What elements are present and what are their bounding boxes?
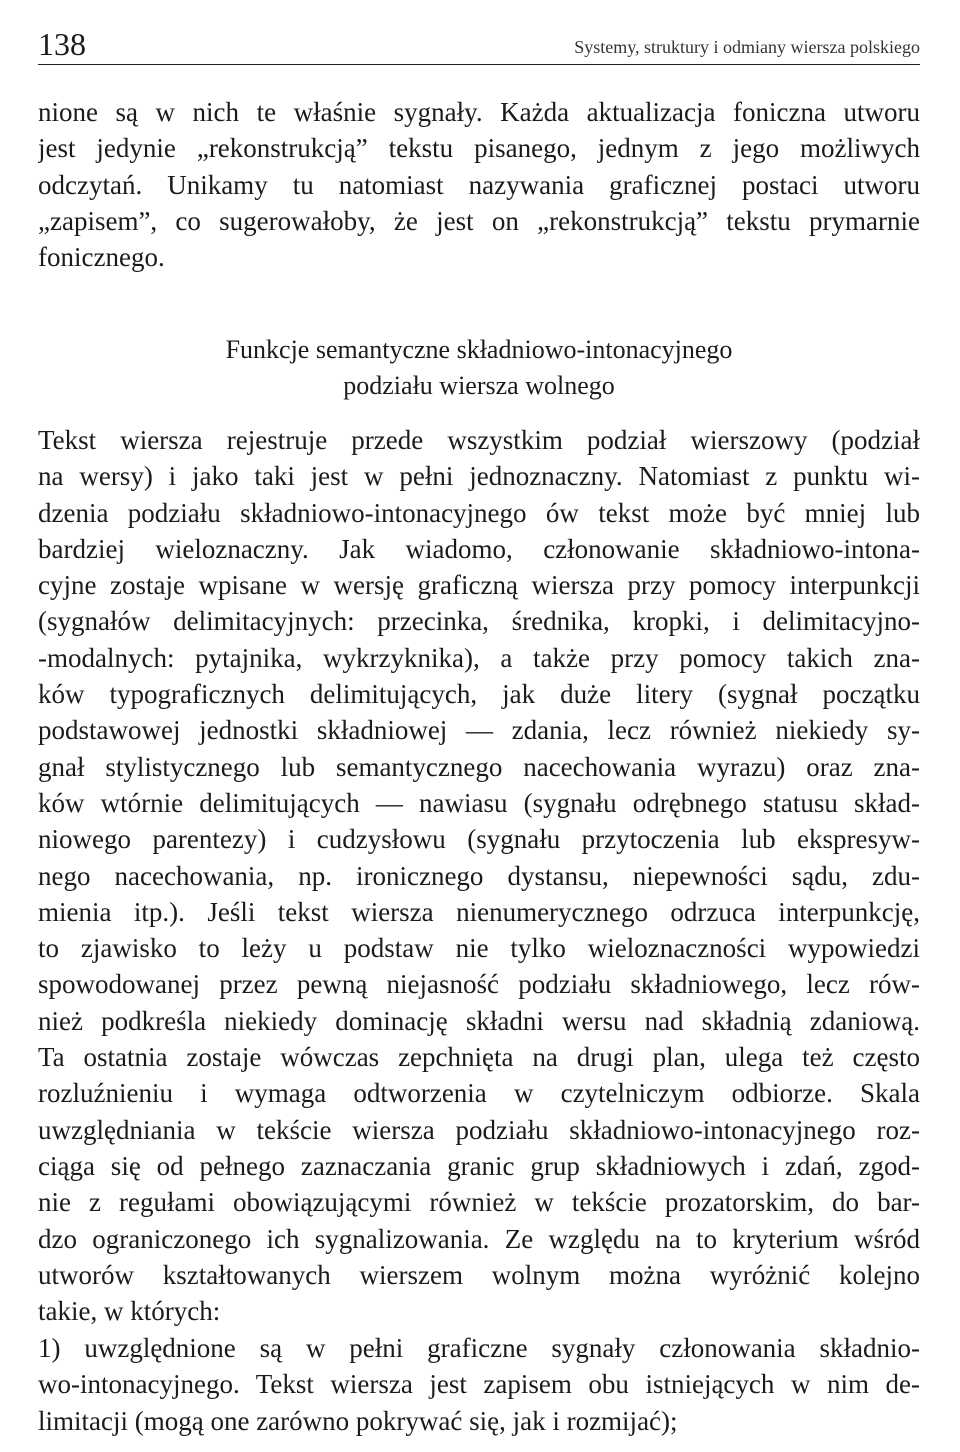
text-line: -modalnych: pytajnika, wykrzyknika), a także przy pomocy takich zna- [38,642,920,673]
text-line: ków typograficznych delimitujących, jak duże litery (sygnał początku [38,679,920,710]
text-line: nież podkreśla niekiedy dominację składni wersu nad składnią zdaniową. [38,1005,920,1036]
text-line: uwzględniania w tekście wiersza podziału składniowo-intonacyjnego roz- [38,1114,920,1145]
text-line: (sygnałów delimitacyjnych: przecinka, średnika, kropki, i delimitacyjno- [38,606,920,637]
text-line: ciąga się od pełnego zaznaczania granic grup składniowych i zdań, zgod- [38,1150,920,1181]
text-line: nione są w nich te właśnie sygnały. Każda aktualizacja foniczna utworu [38,97,920,127]
text-line: Ta ostatnia zostaje wówczas zepchnięta na drugi plan, ulega też często [38,1042,920,1073]
running-title: Systemy, struktury i odmiany wiersza polskiego [574,37,920,57]
text-line: utworów kształtowanych wierszem wolnym można wyróżnić kolejno [38,1259,920,1290]
text-line: takie, w których: [38,1296,221,1327]
text-line: 1) uwzględnione są w pełni graficzne sygnały członowania składnio- [38,1333,920,1363]
text-line: rozluźnieniu i wymaga odtworzenia w czytelniczym odbiorze. Skala [38,1078,920,1109]
text-line: wo-intonacyjnego. Tekst wiersza jest zapisem obu istniejących w nim de- [38,1369,920,1400]
text-line: niowego parentezy) i cudzysłowu (sygnału przytoczenia lub ekspresyw- [38,824,920,855]
text-line: Tekst wiersza rejestruje przede wszystkim podział wierszowy (podział [38,425,920,455]
page-number: 138 [38,26,86,62]
text-line: limitacji (mogą one zarówno pokrywać się, jak i rozmijać); [38,1405,678,1436]
text-line: jest jedynie „rekonstrukcją” tekstu pisanego, jednym z jego możliwych [38,133,920,164]
section-heading [38,332,920,404]
text-line: na wersy) i jako taki jest w pełni jednoznaczny. Natomiast z punktu wi- [38,461,920,492]
running-header [38,24,920,65]
list-item-1 [38,1330,920,1439]
paragraph-main [38,422,920,1329]
text-line: to zjawisko to leży u podstaw nie tylko wieloznaczności wypowiedzi [38,933,920,964]
text-line: ków wtórnie delimitujących — nawiasu (sygnału odrębnego statusu skład- [38,787,920,818]
section-heading-line: Funkcje semantyczne składniowo-intonacyjnego [225,335,733,364]
text-line: nie z regułami obowiązującymi również w tekście prozatorskim, do bar- [38,1187,920,1218]
text-line: bardziej wieloznaczny. Jak wiadomo, członowanie składniowo-intona- [38,533,920,564]
text-line: fonicznego. [38,242,165,273]
text-line: dzenia podziału składniowo-intonacyjnego ów tekst może być mniej lub [38,497,920,528]
paragraph-top [38,94,920,275]
text-line: cyjne zostaje wpisane w wersję graficzną wiersza przy pomocy interpunkcji [38,570,920,601]
section-heading-line: podziału wiersza wolnego [343,371,615,400]
text-line: podstawowej jednostki składniowej — zdania, lecz również niekiedy sy- [38,715,920,746]
text-line: dzo ograniczonego ich sygnalizowania. Ze względu na to kryterium wśród [38,1223,920,1254]
text-line: spowodowanej przez pewną niejasność podziału składniowego, lecz rów- [38,969,920,1000]
text-line: mienia itp.). Jeśli tekst wiersza nienumerycznego odrzuca interpunkcję, [38,896,920,927]
text-line: gnał stylistycznego lub semantycznego nacechowania wyrazu) oraz zna- [38,751,920,782]
text-line: odczytań. Unikamy tu natomiast nazywania graficznej postaci utworu [38,169,920,200]
text-line: nego nacechowania, np. ironicznego dystansu, niepewności sądu, zdu- [38,860,920,891]
text-line: „zapisem”, co sugerowałoby, że jest on „rekonstrukcją” tekstu prymarnie [38,205,920,236]
